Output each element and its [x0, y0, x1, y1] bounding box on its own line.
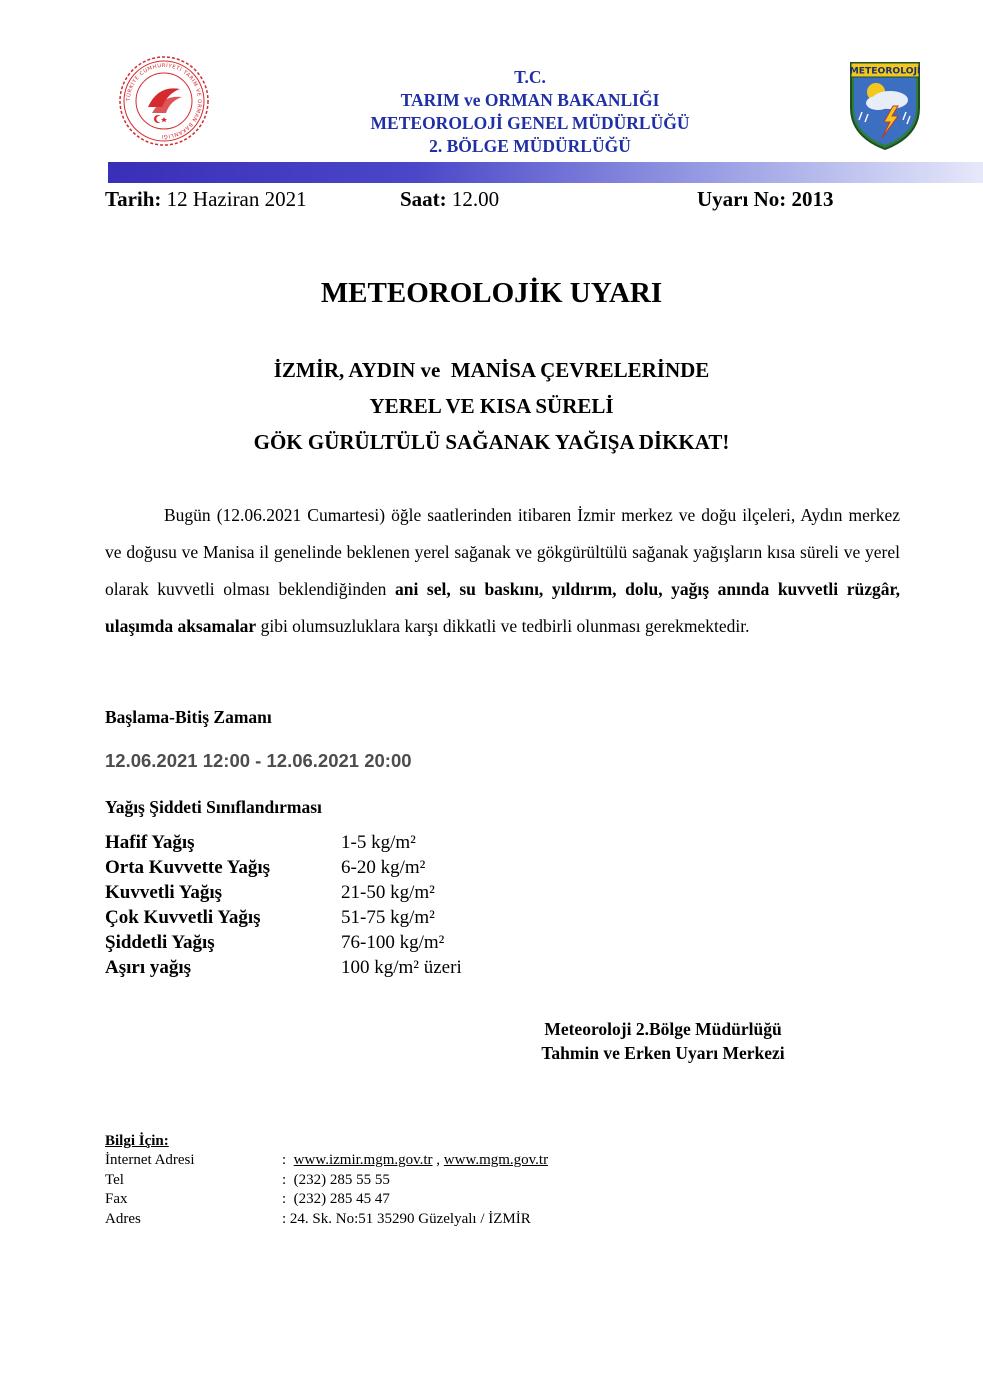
headline-line-3: GÖK GÜRÜLTÜLÜ SAĞANAK YAĞIŞA DİKKAT!	[253, 430, 730, 454]
time-value: 12.00	[451, 187, 500, 211]
classification-row	[105, 932, 525, 957]
contact-row-internet	[105, 1152, 549, 1172]
tel-value: : (232) 285 55 55	[282, 1171, 390, 1188]
class-value: 1-5 kg/m²	[341, 832, 416, 853]
body-text-hazards: ani sel, su baskını, yıldırım, dolu, yağış anında kuvvetli rüzgâr, ulaşımda aksamalar	[105, 579, 900, 636]
date-value: 12 Haziran 2021	[166, 187, 307, 211]
warning-headline	[0, 352, 983, 460]
warning-number-value: 2013	[791, 187, 834, 211]
ministry-seal-logo	[118, 55, 210, 147]
headline-line-1: İZMİR, AYDIN ve MANİSA ÇEVRELERİNDE	[273, 358, 710, 382]
classification-table	[105, 832, 525, 982]
class-value: 51-75 kg/m²	[341, 907, 435, 928]
class-name: Kuvvetli Yağış	[105, 882, 222, 903]
warning-body-paragraph	[105, 497, 900, 645]
class-name: Hafif Yağış	[105, 832, 195, 853]
class-value: 6-20 kg/m²	[341, 857, 426, 878]
contact-row-fax	[105, 1191, 390, 1211]
address-label: Adres	[105, 1210, 141, 1227]
body-text-end: gibi olumsuzluklara karşı dikkatli ve tedbirli olunması gerekmektedir.	[256, 616, 750, 636]
classification-row	[105, 832, 525, 857]
warning-number-field	[697, 187, 833, 212]
signature-line-1: Meteoroloji 2.Bölge Müdürlüğü	[544, 1019, 782, 1039]
fax-value: : (232) 285 45 47	[282, 1191, 390, 1207]
class-value: 76-100 kg/m²	[341, 932, 445, 953]
class-value: 100 kg/m² üzeri	[341, 957, 462, 978]
internet-label: İnternet Adresi	[105, 1152, 195, 1168]
class-name: Çok Kuvvetli Yağış	[105, 907, 261, 928]
contact-row-address	[105, 1210, 531, 1231]
mgm-link[interactable]: www.mgm.gov.tr	[443, 1152, 549, 1168]
emblem-text: METEOROLOJİ	[849, 65, 921, 77]
org-line-ministry: TARIM ve ORMAN BAKANLIĞI	[400, 90, 660, 110]
meteorology-emblem-logo	[848, 60, 922, 152]
body-text-start: Bugün (12.06.2021 Cumartesi) öğle saatlerinden itibaren İzmir merkez ve doğu ilçeleri, Aydın merkez ve doğusu ve Manisa il genelinde beklenen yerel sağanak ve gökgürültülü sağanak yağışların kısa süreli ve yerel olarak kuvvetli olması beklendiğinden	[105, 505, 900, 599]
class-value: 21-50 kg/m²	[341, 882, 435, 903]
classification-row	[105, 957, 525, 982]
contact-row-tel	[105, 1171, 390, 1192]
period-label: Başlama-Bitiş Zamanı	[105, 707, 272, 727]
internet-value	[282, 1152, 548, 1169]
tel-label: Tel	[105, 1171, 124, 1188]
signature-line-2: Tahmin ve Erken Uyarı Merkezi	[541, 1043, 785, 1063]
classification-row	[105, 882, 525, 907]
time-label: Saat:	[400, 187, 447, 211]
link-comma: ,	[436, 1152, 441, 1168]
classification-label: Yağış Şiddeti Sınıflandırması	[105, 797, 322, 817]
document-title: METEOROLOJİK UYARI	[320, 277, 663, 309]
headline-line-2: YEREL VE KISA SÜRELİ	[369, 394, 614, 418]
classification-row	[105, 857, 525, 882]
date-field	[105, 187, 307, 212]
internet-separator: :	[282, 1152, 287, 1168]
contact-info	[105, 1133, 549, 1230]
org-line-directorate: METEOROLOJİ GENEL MÜDÜRLÜĞÜ	[370, 113, 690, 133]
issuer-signature	[520, 1017, 806, 1065]
contact-heading: Bilgi İçin:	[105, 1133, 169, 1149]
izmir-mgm-link[interactable]: www.izmir.mgm.gov.tr	[293, 1152, 433, 1168]
seal-text: TÜRKİYE CUMHURİYETİ TARIM VE ORMAN BAKANLIĞI	[125, 62, 203, 140]
class-name: Orta Kuvvette Yağış	[105, 857, 270, 878]
org-line-region: 2. BÖLGE MÜDÜRLÜĞÜ	[429, 136, 631, 156]
org-line-tc: T.C.	[514, 67, 546, 87]
time-field	[400, 187, 499, 212]
date-label: Tarih:	[105, 187, 162, 211]
class-name: Şiddetli Yağış	[105, 932, 215, 953]
class-name: Aşırı yağış	[105, 957, 192, 978]
address-value: : 24. Sk. No:51 35290 Güzelyalı / İZMİR	[282, 1210, 531, 1227]
fax-label: Fax	[105, 1191, 128, 1207]
organization-header	[290, 66, 770, 158]
header-gradient-bar	[108, 162, 983, 183]
warning-number-label: Uyarı No:	[697, 187, 787, 211]
classification-row	[105, 907, 525, 932]
period-value: 12.06.2021 12:00 - 12.06.2021 20:00	[105, 750, 412, 771]
